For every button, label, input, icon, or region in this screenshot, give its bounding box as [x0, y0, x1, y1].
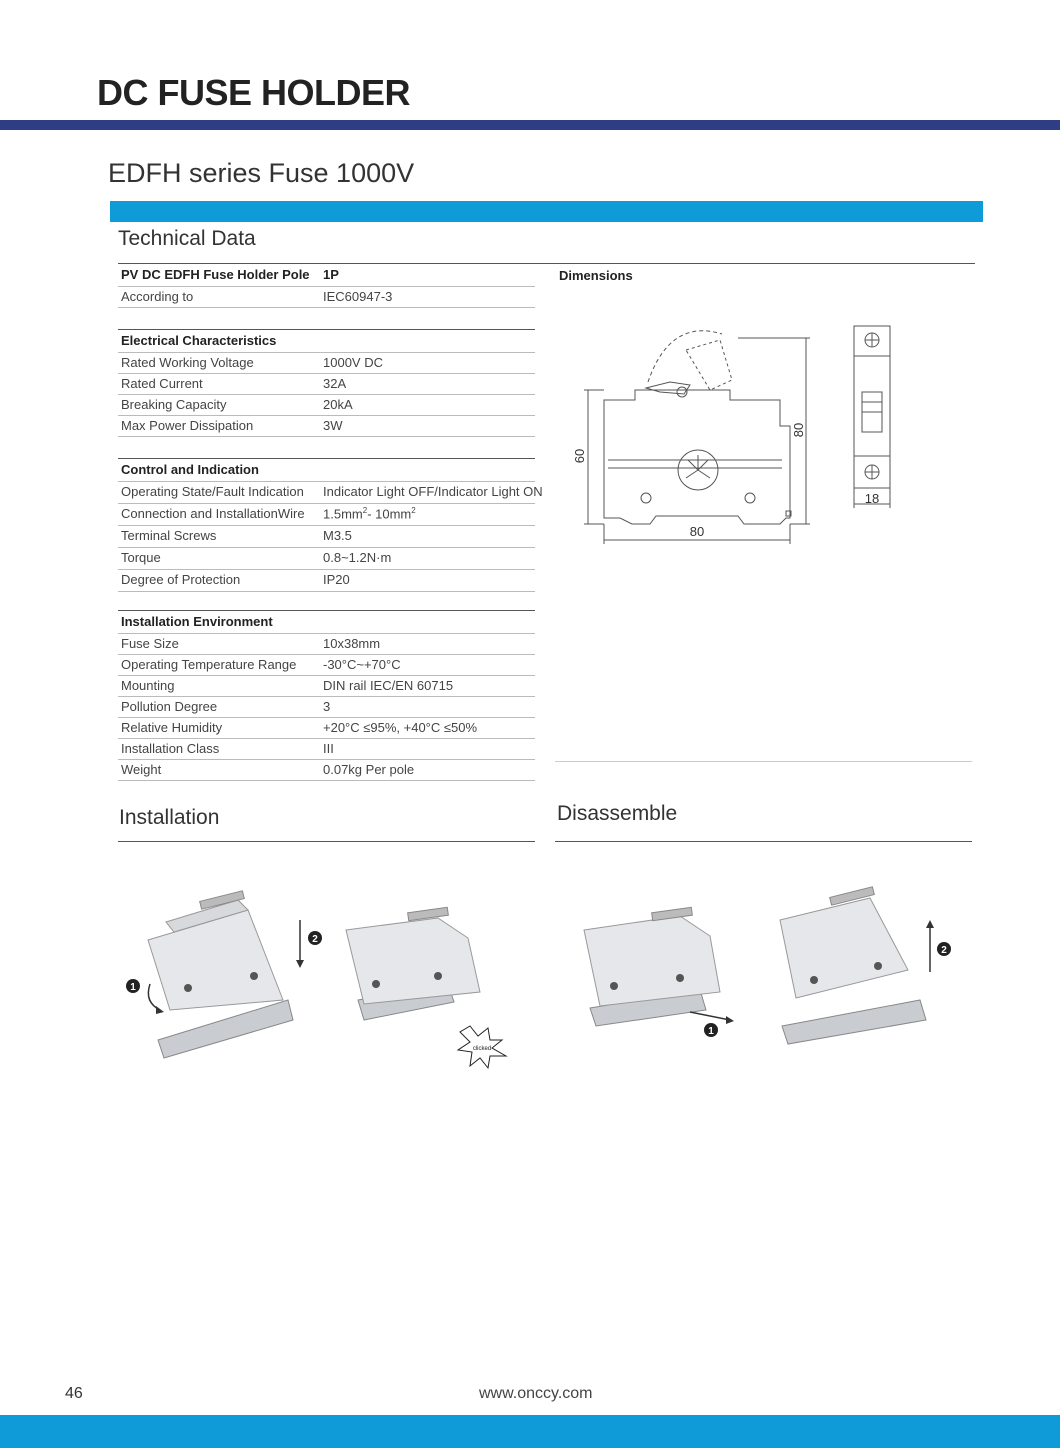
spec-group-control — [118, 458, 543, 592]
spec-group-heading — [118, 458, 535, 482]
spec-value: 10x38mm — [323, 636, 381, 651]
step-number: 2 — [941, 945, 947, 956]
spec-value: Indicator Light OFF/Indicator Light ON — [323, 484, 543, 499]
screw-icon — [810, 976, 818, 984]
spec-row — [118, 374, 535, 395]
footer-bar — [0, 1415, 1060, 1448]
handle-open-outline — [686, 340, 732, 390]
spec-label: PV DC EDFH Fuse Holder Pole — [121, 267, 310, 282]
page-title: DC FUSE HOLDER — [97, 72, 411, 113]
side-width-dim-label: 18 — [864, 491, 880, 506]
spec-value: -30°C~+70°C — [323, 657, 401, 672]
width-dim-label: 80 — [689, 524, 705, 539]
screw-icon — [434, 972, 442, 980]
wire-max: - 10mm — [367, 506, 412, 522]
spec-label: Mounting — [121, 678, 175, 693]
section-divider — [555, 841, 972, 842]
spec-label: Operating State/Fault Indication — [121, 484, 304, 499]
technical-data-heading: Technical Data — [118, 227, 256, 250]
step-number: 1 — [708, 1026, 714, 1037]
spec-group-heading — [118, 264, 535, 287]
website-link[interactable]: www.onccy.com — [479, 1385, 593, 1402]
spec-group-electrical — [118, 329, 535, 437]
down-arrow-icon — [296, 960, 304, 968]
spec-row — [118, 676, 535, 697]
spec-row — [118, 482, 543, 504]
spec-label: Connection and InstallationWire — [121, 506, 305, 521]
spec-group-title: Control and Indication — [121, 462, 259, 477]
spec-value: M3.5 — [323, 528, 352, 543]
height-dim-label: 60 — [572, 448, 587, 464]
spec-label: Max Power Dissipation — [121, 418, 254, 433]
fuse-holder-device-3 — [584, 907, 720, 1026]
spec-value: 0.07kg Per pole — [323, 762, 415, 777]
front-view-body — [604, 390, 790, 524]
spec-group-title: Installation Environment — [121, 614, 273, 629]
spec-value: 1P — [323, 267, 339, 282]
din-rail — [782, 1000, 926, 1044]
spec-group-general — [118, 264, 535, 308]
disassemble-heading: Disassemble — [557, 802, 678, 825]
spec-row — [118, 353, 535, 374]
series-subtitle: EDFH series Fuse 1000V — [108, 158, 415, 188]
spec-value: 1000V DC — [323, 355, 383, 370]
installation-heading: Installation — [119, 806, 220, 829]
spec-row — [118, 548, 535, 570]
screw-icon — [874, 962, 882, 970]
fuse-holder-device-4 — [780, 887, 926, 1044]
spec-value — [323, 506, 416, 521]
fuse-holder-device-2 — [346, 907, 480, 1020]
spec-row — [118, 718, 535, 739]
device-handle — [408, 907, 449, 920]
device-body — [346, 918, 480, 1004]
spec-label: Weight — [121, 762, 162, 777]
page-number: 46 — [65, 1385, 83, 1402]
clicked-label: clicked — [472, 1046, 492, 1052]
spec-value: DIN rail IEC/EN 60715 — [323, 678, 454, 693]
spec-label: Installation Class — [121, 741, 220, 756]
spec-row — [118, 570, 535, 592]
spec-label: Operating Temperature Range — [121, 657, 297, 672]
spec-value: IP20 — [323, 572, 350, 587]
spec-value: III — [323, 741, 334, 756]
spec-group-heading — [118, 329, 535, 353]
screw-circle — [641, 493, 651, 503]
spec-label: Fuse Size — [121, 636, 179, 651]
pull-arrow-line — [690, 1012, 730, 1020]
superscript: 2 — [362, 506, 368, 515]
spec-value: 3 — [323, 699, 331, 714]
step-number: 2 — [312, 934, 318, 945]
dimension-drawing — [560, 310, 900, 550]
spec-value: IEC60947-3 — [323, 289, 393, 304]
spec-value: +20°C ≤95%, +40°C ≤50% — [323, 720, 478, 735]
screw-circle — [745, 493, 755, 503]
spec-label: Breaking Capacity — [121, 397, 227, 412]
spec-row — [118, 416, 535, 437]
spec-row — [118, 655, 535, 676]
spec-value: 0.8~1.2N·m — [323, 550, 392, 565]
spec-value: 3W — [323, 418, 343, 433]
up-arrow-icon — [926, 920, 934, 928]
handle-swing-arc — [648, 331, 722, 382]
step-number: 1 — [130, 982, 136, 993]
spec-row — [118, 526, 535, 548]
spec-value: 32A — [323, 376, 347, 391]
rotate-arrow-line — [148, 984, 160, 1010]
spec-label: Rated Current — [121, 376, 203, 391]
spec-row — [118, 760, 535, 781]
spec-group-environment — [118, 610, 535, 781]
accent-band — [110, 201, 983, 222]
device-body — [780, 898, 908, 998]
total-height-dim-label: 80 — [791, 422, 806, 438]
spec-label: According to — [121, 289, 194, 304]
superscript: 2 — [411, 506, 416, 515]
pull-arrow-icon — [726, 1016, 734, 1024]
rotate-arrow-icon — [156, 1006, 164, 1014]
spec-row — [118, 739, 535, 760]
spec-label: Terminal Screws — [121, 528, 217, 543]
screw-icon — [250, 972, 258, 980]
spec-label: Rated Working Voltage — [121, 355, 254, 370]
spec-group-heading — [118, 610, 535, 634]
device-body — [584, 916, 720, 1006]
spec-row — [118, 504, 535, 526]
spec-label: Degree of Protection — [121, 572, 241, 587]
spec-label: Pollution Degree — [121, 699, 218, 714]
installation-illustration — [118, 880, 535, 1070]
header-bar — [0, 120, 1060, 130]
screw-icon — [676, 974, 684, 982]
screw-icon — [610, 982, 618, 990]
spec-row — [118, 697, 535, 718]
side-view-body — [854, 326, 890, 488]
wire-min: 1.5mm — [323, 506, 363, 522]
spec-row — [118, 634, 535, 655]
screw-icon — [184, 984, 192, 992]
screw-icon — [372, 980, 380, 988]
fuse-holder-device-1 — [148, 891, 293, 1058]
dimensions-heading: Dimensions — [559, 268, 633, 283]
section-divider — [118, 841, 535, 842]
spec-label: Relative Humidity — [121, 720, 223, 735]
fuse-cap-cross — [686, 455, 710, 478]
spec-group-title: Electrical Characteristics — [121, 333, 277, 348]
spec-value: 20kA — [323, 397, 353, 412]
disassemble-illustration — [570, 880, 970, 1050]
spec-row — [118, 395, 535, 416]
spec-row — [118, 287, 535, 308]
spec-label: Torque — [121, 550, 161, 565]
handle-shape — [646, 382, 690, 394]
dimensions-divider — [555, 761, 972, 762]
